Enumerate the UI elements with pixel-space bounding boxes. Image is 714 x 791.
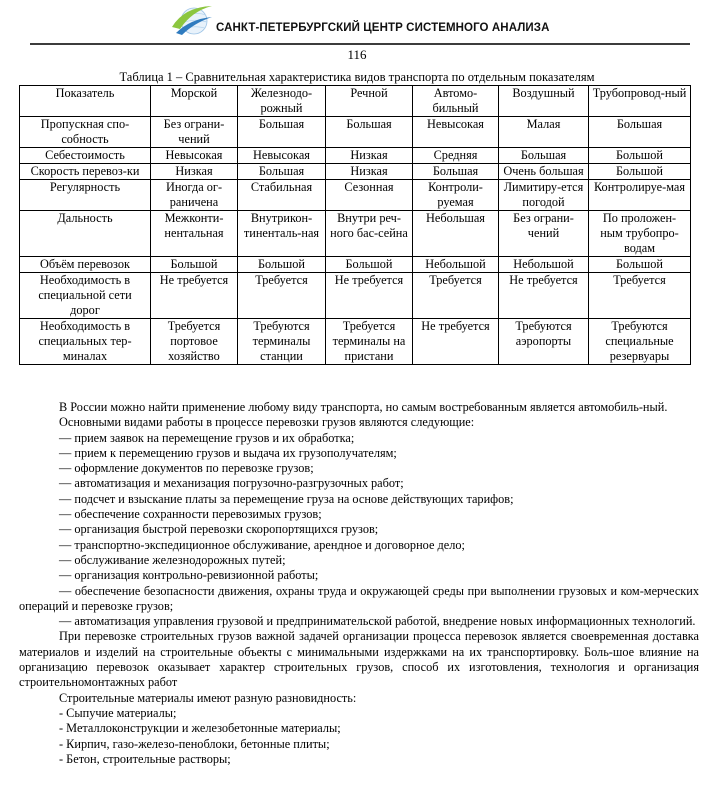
table-cell: Большая [413, 164, 499, 180]
column-header: Показатель [20, 86, 151, 117]
row-header-cell: Объём перевозок [20, 257, 151, 273]
table-header-row [20, 86, 691, 117]
table-cell: Без ограни-чений [499, 211, 589, 257]
table-cell: Большая [238, 164, 326, 180]
table-cell: Требуются аэропорты [499, 319, 589, 365]
table-cell: Низкая [151, 164, 238, 180]
row-header-cell: Необходимость в специальной сети дорог [20, 273, 151, 319]
table-cell: Не требуется [413, 319, 499, 365]
table-cell: Требуется [413, 273, 499, 319]
paragraph: В России можно найти применение любому виду транспорта, но самым востребованным является автомобиль-ный. [59, 400, 668, 414]
row-header-cell: Себестоимость [20, 148, 151, 164]
table-row [20, 148, 691, 164]
table-cell: Без ограни-чений [151, 117, 238, 148]
table-cell: Большая [589, 117, 691, 148]
table-cell: Низкая [326, 148, 413, 164]
paragraph: Строительные материалы имеют разную разновидность: [59, 690, 357, 705]
table-cell: Лимитиру-ется погодой [499, 180, 589, 211]
table-cell: Большой [589, 148, 691, 164]
column-header: Воздушный [499, 86, 589, 117]
table-cell: Большой [151, 257, 238, 273]
table-cell: Небольшой [413, 257, 499, 273]
row-header-cell: Необходимость в специальных тер-миналах [20, 319, 151, 365]
list-item: — автоматизация и механизация погрузочно-разгрузочных работ; [59, 476, 404, 491]
list-item: — обеспечение безопасности движения, охраны труда и окружающей среды при выполнении грузовых и ком-мерческих операций и перевозке грузов; [19, 583, 699, 613]
row-header-cell: Пропускная спо-собность [20, 117, 151, 148]
table-cell: Средняя [413, 148, 499, 164]
table-cell: Большой [589, 257, 691, 273]
table-cell: Большой [326, 257, 413, 273]
table-cell: Внутри реч-ного бас-сейна [326, 211, 413, 257]
table-cell: Большая [499, 148, 589, 164]
table-cell: Малая [499, 117, 589, 148]
table-cell: Требуется портовое хозяйство [151, 319, 238, 365]
table-cell: Невысокая [238, 148, 326, 164]
page-header [0, 0, 714, 44]
list-item: - Металлоконструкции и железобетонные материалы; [59, 721, 341, 736]
body-text [19, 400, 699, 767]
column-header: Морской [151, 86, 238, 117]
list-item: — прием к перемещению грузов и выдача их грузополучателям; [59, 445, 397, 460]
list-item: - Кирпич, газо-железо-пеноблоки, бетонные плиты; [59, 736, 330, 751]
table-cell: Не требуется [326, 273, 413, 319]
table-cell: Большой [238, 257, 326, 273]
table-cell: Требуется [589, 273, 691, 319]
column-header: Автомо-бильный [413, 86, 499, 117]
table-cell: Низкая [326, 164, 413, 180]
work-types-list [19, 431, 699, 584]
table-cell: Небольшая [413, 211, 499, 257]
column-header: Речной [326, 86, 413, 117]
header-divider [30, 43, 690, 45]
table-row [20, 319, 691, 365]
materials-list [19, 706, 699, 767]
list-item: — обслуживание железнодорожных путей; [59, 552, 286, 567]
table-cell: Невысокая [151, 148, 238, 164]
table-cell: Контролируе-мая [589, 180, 691, 211]
table-cell: По проложен-ным трубопро-водам [589, 211, 691, 257]
list-item: - Сыпучие материалы; [59, 705, 177, 720]
table-caption: Таблица 1 – Сравнительная характеристика видов транспорта по отдельным показателям [119, 70, 595, 84]
table-cell: Требуется [238, 273, 326, 319]
work-types-list-continued [19, 584, 699, 630]
globe-swoosh-icon [170, 3, 214, 37]
paragraph: При перевозке строительных грузов важной задачей организации процесса перевозок является своевременная доставка материалов и изделий на строительные объекты с минимальными издержками на их транспортировку. Боль-шое влияние на организацию перевозок оказывает характер строительных грузов, способ их изготовления, технология и организация строительномонтажных работ [19, 629, 699, 690]
table-row [20, 117, 691, 148]
table-cell: Не требуется [499, 273, 589, 319]
list-item: — организация быстрой перевозки скоропортящихся грузов; [59, 522, 379, 537]
list-item: — автоматизация управления грузовой и предпринимательской работой, внедрение новых информационных технологий. [59, 614, 696, 629]
list-item: — обеспечение сохранности перевозимых грузов; [59, 507, 322, 522]
table-row [20, 164, 691, 180]
table-row [20, 180, 691, 211]
table-cell: Внутрикон-тиненталь-ная [238, 211, 326, 257]
table-cell: Иногда ог-раничена [151, 180, 238, 211]
table-row [20, 211, 691, 257]
table-cell: Большая [326, 117, 413, 148]
list-item: — подсчет и взыскание платы за перемещение груза на основе действующих тарифов; [59, 491, 514, 506]
table-cell: Большая [238, 117, 326, 148]
list-item: — оформление документов по перевозке грузов; [59, 461, 314, 476]
table-row [20, 273, 691, 319]
table-cell: Небольшой [499, 257, 589, 273]
page-number: 116 [347, 47, 367, 62]
list-item: — транспортно-экспедиционное обслуживание, арендное и договорное дело; [59, 537, 465, 552]
list-item: — прием заявок на перемещение грузов и их обработка; [59, 430, 355, 445]
table-row [20, 257, 691, 273]
list-item: - Бетон, строительные растворы; [59, 751, 231, 766]
organization-name: САНКТ-ПЕТЕРБУРГСКИЙ ЦЕНТР СИСТЕМНОГО АНАЛИЗА [216, 22, 550, 34]
table-cell: Стабильная [238, 180, 326, 211]
table-cell: Требуются терминалы станции [238, 319, 326, 365]
transport-comparison-table [19, 85, 691, 365]
row-header-cell: Регулярность [20, 180, 151, 211]
table-cell: Межконти-нентальная [151, 211, 238, 257]
row-header-cell: Дальность [20, 211, 151, 257]
list-item: — организация контрольно-ревизионной работы; [59, 568, 319, 583]
table-cell: Не требуется [151, 273, 238, 319]
table-cell: Большой [589, 164, 691, 180]
table-cell: Требуется терминалы на пристани [326, 319, 413, 365]
row-header-cell: Скорость перевоз-ки [20, 164, 151, 180]
table-cell: Сезонная [326, 180, 413, 211]
column-header: Трубопровод-ный [589, 86, 691, 117]
paragraph: Основными видами работы в процессе перевозки грузов являются следующие: [59, 415, 475, 430]
table-cell: Требуются специальные резервуары [589, 319, 691, 365]
column-header: Железнодо-рожный [238, 86, 326, 117]
table-cell: Контроли-руемая [413, 180, 499, 211]
table-cell: Очень большая [499, 164, 589, 180]
table-cell: Невысокая [413, 117, 499, 148]
